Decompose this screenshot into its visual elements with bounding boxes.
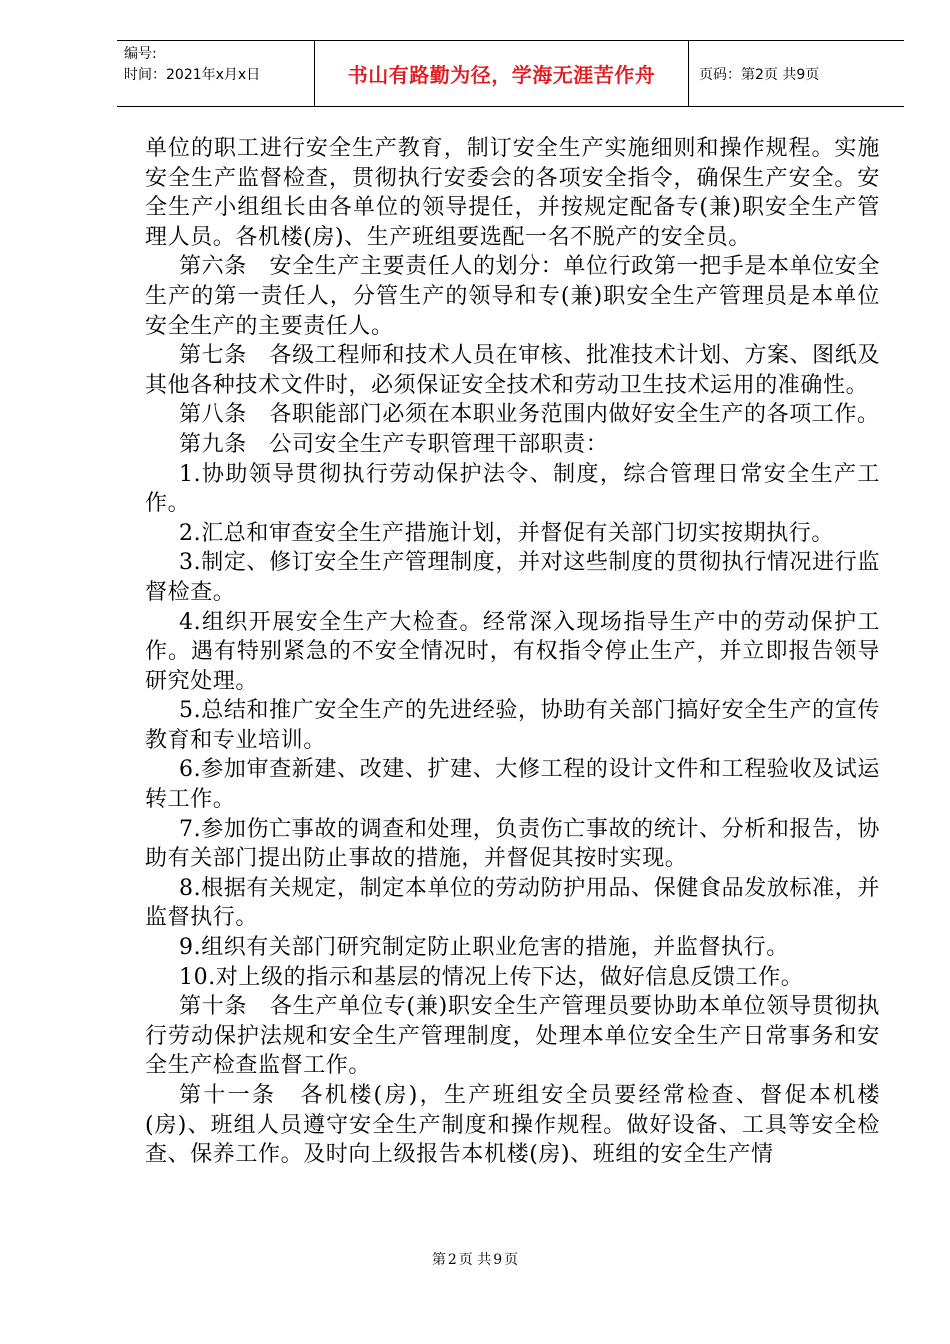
document-body <box>145 134 880 1170</box>
footer-prefix: 第 <box>431 1252 446 1268</box>
page-info: 页码：第2页 共9页 <box>699 66 820 83</box>
paragraph: 第八条 各职能部门必须在本职业务范围内做好安全生产的各项工作。 <box>179 402 880 428</box>
paragraph: 1.协助领导贯彻执行劳动保护法令、制度，综合管理日常安全生产工作。 <box>145 461 880 517</box>
header-motto-cell <box>315 41 689 106</box>
footer-page-number: 2 <box>447 1252 457 1268</box>
paragraph: 5.总结和推广安全生产的先进经验，协助有关部门搞好安全生产的宣传教育和专业培训。 <box>145 698 880 753</box>
footer-middle: 页 共 <box>458 1252 492 1268</box>
paragraph: 第九条 公司安全生产专职管理干部职责： <box>179 431 609 457</box>
paragraph: 第十条 各生产单位专(兼)职安全生产管理员要协助本单位领导贯彻执行劳动保护法规和安全生产管理制度，处理本单位安全生产日常事务和安全生产检查监督工作。 <box>145 994 880 1079</box>
paragraph: 单位的职工进行安全生产教育，制订安全生产实施细则和操作规程。实施安全生产监督检查，贯彻执行安委会的各项安全指令，确保生产安全。安全生产小组组长由各单位的领导提任，并按规定配备专(兼)职安全生产管理人员。各机楼(房)、生产班组要选配一名不脱产的安全员。 <box>145 136 880 250</box>
paragraph: 第六条 安全生产主要责任人的划分：单位行政第一把手是本单位安全生产的第一责任人，分管生产的领导和专(兼)职安全生产管理员是本单位安全生产的主要责任人。 <box>145 254 880 339</box>
paragraph: 4.组织开展安全生产大检查。经常深入现场指导生产中的劳动保护工作。遇有特别紧急的不安全情况时，有权指令停止生产，并立即报告领导研究处理。 <box>145 609 880 694</box>
code-label: 编号: <box>124 46 157 62</box>
paragraph: 8.根据有关规定，制定本单位的劳动防护用品、保健食品发放标准，并监督执行。 <box>145 875 880 931</box>
paragraph: 第十一条 各机楼(房)，生产班组安全员要经常检查、督促本机楼(房)、班组人员遵守安全生产制度和操作规程。做好设备、工具等安全检查、保养工作。及时向上级报告本机楼(房)、班组的安全生产情 <box>145 1083 880 1168</box>
paragraph: 10.对上级的指示和基层的情况上传下达，做好信息反馈工作。 <box>179 964 804 990</box>
paragraph: 6.参加审查新建、改建、扩建、大修工程的设计文件和工程验收及试运转工作。 <box>145 757 880 813</box>
motto-text: 书山有路勤为径，学海无涯苦作舟 <box>347 63 656 87</box>
header-page-cell <box>689 41 904 106</box>
footer-suffix: 页 <box>504 1252 519 1268</box>
paragraph: 9.组织有关部门研究制定防止职业危害的措施，并监督执行。 <box>179 935 789 961</box>
paragraph: 3.制定、修订安全生产管理制度，并对这些制度的贯彻执行情况进行监督检查。 <box>145 550 880 605</box>
paragraph: 第七条 各级工程师和技术人员在审核、批准技术计划、方案、图纸及其他各种技术文件时，必须保证安全技术和劳动卫生技术运用的准确性。 <box>145 343 880 398</box>
footer-total-pages: 9 <box>493 1252 503 1268</box>
paragraph: 2.汇总和审查安全生产措施计划，并督促有关部门切实按期执行。 <box>179 520 834 546</box>
page-header <box>117 40 904 107</box>
time-label: 时间：2021年x月x日 <box>124 67 261 83</box>
page-footer <box>0 1249 950 1269</box>
paragraph: 7.参加伤亡事故的调查和处理，负责伤亡事故的统计、分析和报告，协助有关部门提出防止事故的措施，并督促其按时实现。 <box>145 816 880 872</box>
header-meta <box>117 41 315 106</box>
